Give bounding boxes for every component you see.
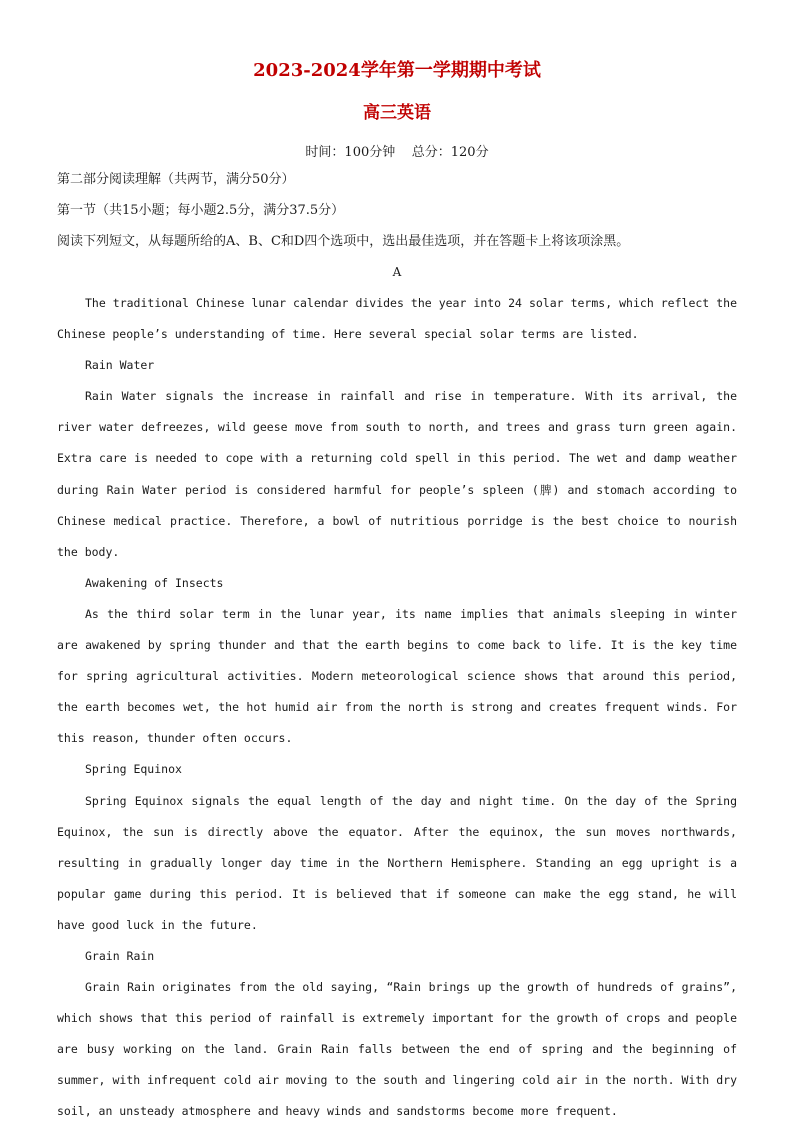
- passage-intro: The traditional Chinese lunar calendar divides the year into 24 solar terms, which reflect the Chinese people’s understanding of time. Here several special solar terms are listed.: [57, 296, 737, 342]
- section-heading: 第一节（共15小题；每小题2.5分，满分37.5分）: [57, 203, 345, 218]
- exam-title: 2023-2024学年第一学期期中考试: [253, 60, 541, 81]
- term-heading: Grain Rain: [85, 948, 155, 963]
- exam-page: [57, 56, 737, 1128]
- exam-time-score: 时间：100分钟 总分：120分: [305, 145, 489, 160]
- term-heading: Rain Water: [85, 358, 155, 373]
- passage-letter: A: [392, 265, 402, 279]
- term-paragraph: Spring Equinox signals the equal length of the day and night time. On the day of the Spring Equinox, the sun is directly above the equator. After the equinox, the sun moves northwards, resulting in gradually longer day time in the Northern Hemisphere. Standing an egg upright is a popular game during this period. It is believed that if someone can make the egg stand, he will have good luck in the future.: [57, 793, 737, 932]
- part-heading: 第二部分阅读理解（共两节，满分50分）: [57, 172, 295, 187]
- term-paragraph: Grain Rain originates from the old saying, “Rain brings up the growth of hundreds of grains”, which shows that this period of rainfall is extremely important for the growth of crops and people are busy working on the land. Grain Rain falls between the end of spring and the beginning of summer, with infrequent cold air moving to the south and lingering cold air in the north. With dry soil, an unsteady atmosphere and heavy winds and sandstorms become more frequent.: [57, 980, 737, 1119]
- exam-subject: 高三英语: [363, 103, 431, 123]
- term-heading: Spring Equinox: [85, 762, 182, 777]
- term-paragraph: As the third solar term in the lunar year, its name implies that animals sleeping in winter are awakened by spring thunder and that the earth begins to come back to life. It is the key time for spring agricultural activities. Modern meteorological science shows that around this period, the earth becomes wet, the hot humid air from the north is strong and creates frequent winds. For this reason, thunder often occurs.: [57, 606, 737, 746]
- term-paragraph: Rain Water signals the increase in rainfall and rise in temperature. With its arrival, the river water defreezes, wild geese move from south to north, and trees and grass turn green again. Extra care is needed to cope with a returning cold spell in this period. The wet and damp weather during Rain Water period is considered harmful for people’s spleen (脾) and stomach according to Chinese medical practice. Therefore, a bowl of nutritious porridge is the best choice to nourish the body.: [57, 389, 737, 559]
- term-heading: Awakening of Insects: [85, 575, 224, 590]
- directions: 阅读下列短文，从每题所给的A、B、C和D四个选项中，选出最佳选项，并在答题卡上将该项涂黑。: [57, 234, 630, 249]
